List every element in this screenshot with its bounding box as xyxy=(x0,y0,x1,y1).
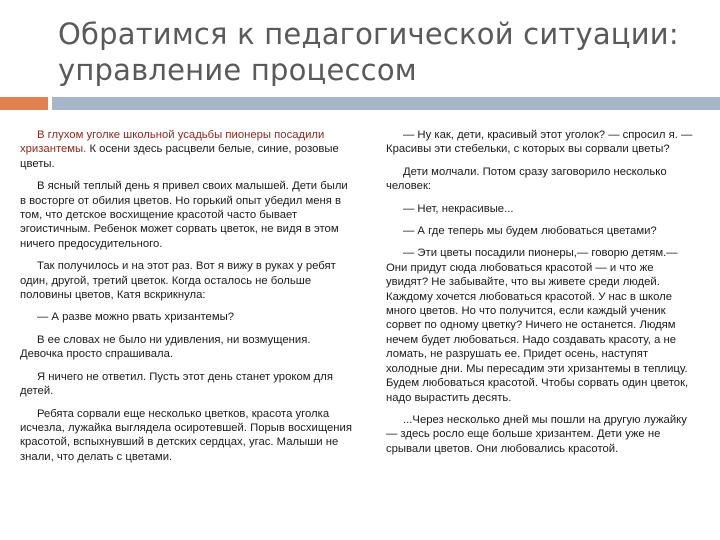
left-text-column xyxy=(20,128,353,472)
paragraph: ...Через несколько дней мы пошли на другую лужайку — здесь росло еще больше хризантем. Дети уже не срывали цветов. Они любовались красотой. xyxy=(386,413,687,455)
paragraph: — А разве можно рвать хризантемы? xyxy=(37,311,234,324)
paragraph: — А где теперь мы будем любоваться цветами? xyxy=(403,225,657,238)
divider-bar xyxy=(52,97,720,110)
accent-bar xyxy=(0,97,48,110)
paragraph: Я ничего не ответил. Пусть этот день станет уроком для детей. xyxy=(20,370,333,398)
paragraph: Дети молчали. Потом сразу заговорило несколько человек: xyxy=(386,165,667,193)
paragraph-text: К осени здесь расцвели белые, синие, розовые цветы. xyxy=(20,143,339,170)
slide-title-line-2: управление процессом xyxy=(58,53,417,87)
paragraph: — Эти цветы посадили пионеры,— говорю детям.— Они придут сюда любоваться красотой — и что же увидят? Не забывайте, что вы живете среди людей. Каждому хочется любоваться красотой. У нас в школе много цветов. Но что получится, если каждый ученик сорвет по одному цветку? Ничего не останется. Людям нечем будет любоваться. Надо создавать красоту, а не ломать, не разрушать ее. Придет осень, наступят холодные дни. Мы пересадим эти хризантемы в теплицу. Будем любоваться красотой. Чтобы сорвать один цветок, надо вырастить десять. xyxy=(386,247,689,404)
slide-title-line-1: Обратимся к педагогической ситуации: xyxy=(58,17,679,51)
paragraph: В ее словах не было ни удивления, ни возмущения. Девочка просто спрашивала. xyxy=(20,333,311,361)
right-text-column xyxy=(386,128,698,464)
paragraph: — Нет, некрасивые... xyxy=(403,202,514,215)
slide-title xyxy=(58,16,698,88)
paragraph: Ребята сорвали еще несколько цветков, красота уголка исчезла, лужайка выглядела осиротевшей. Порыв восхищения красотой, вспыхнувший в детских сердцах, угас. Малыши не знали, что делать с цветами. xyxy=(20,407,352,463)
paragraph: В ясный теплый день я привел своих малышей. Дети были в восторге от обилия цветов. Но горький опыт убедил меня в том, что детское восхищение красотой часто бывает эгоистичным. Ребенок может сорвать цветок, не видя в этом ничего предосудительного. xyxy=(20,180,348,250)
paragraph xyxy=(20,128,353,171)
paragraph: — Ну как, дети, красивый этот уголок? — спросил я. — Красивы эти стебельки, с которых вы сорвали цветы? xyxy=(386,129,693,156)
highlighted-text: В глухом уголке школьной усадьбы пионеры посадили хризантемы. xyxy=(20,129,325,156)
paragraph: Так получилось и на этот раз. Вот я вижу в руках у ребят один, другой, третий цветок. Когда осталось не больше половины цветов, Катя вскрикнула: xyxy=(20,260,336,302)
